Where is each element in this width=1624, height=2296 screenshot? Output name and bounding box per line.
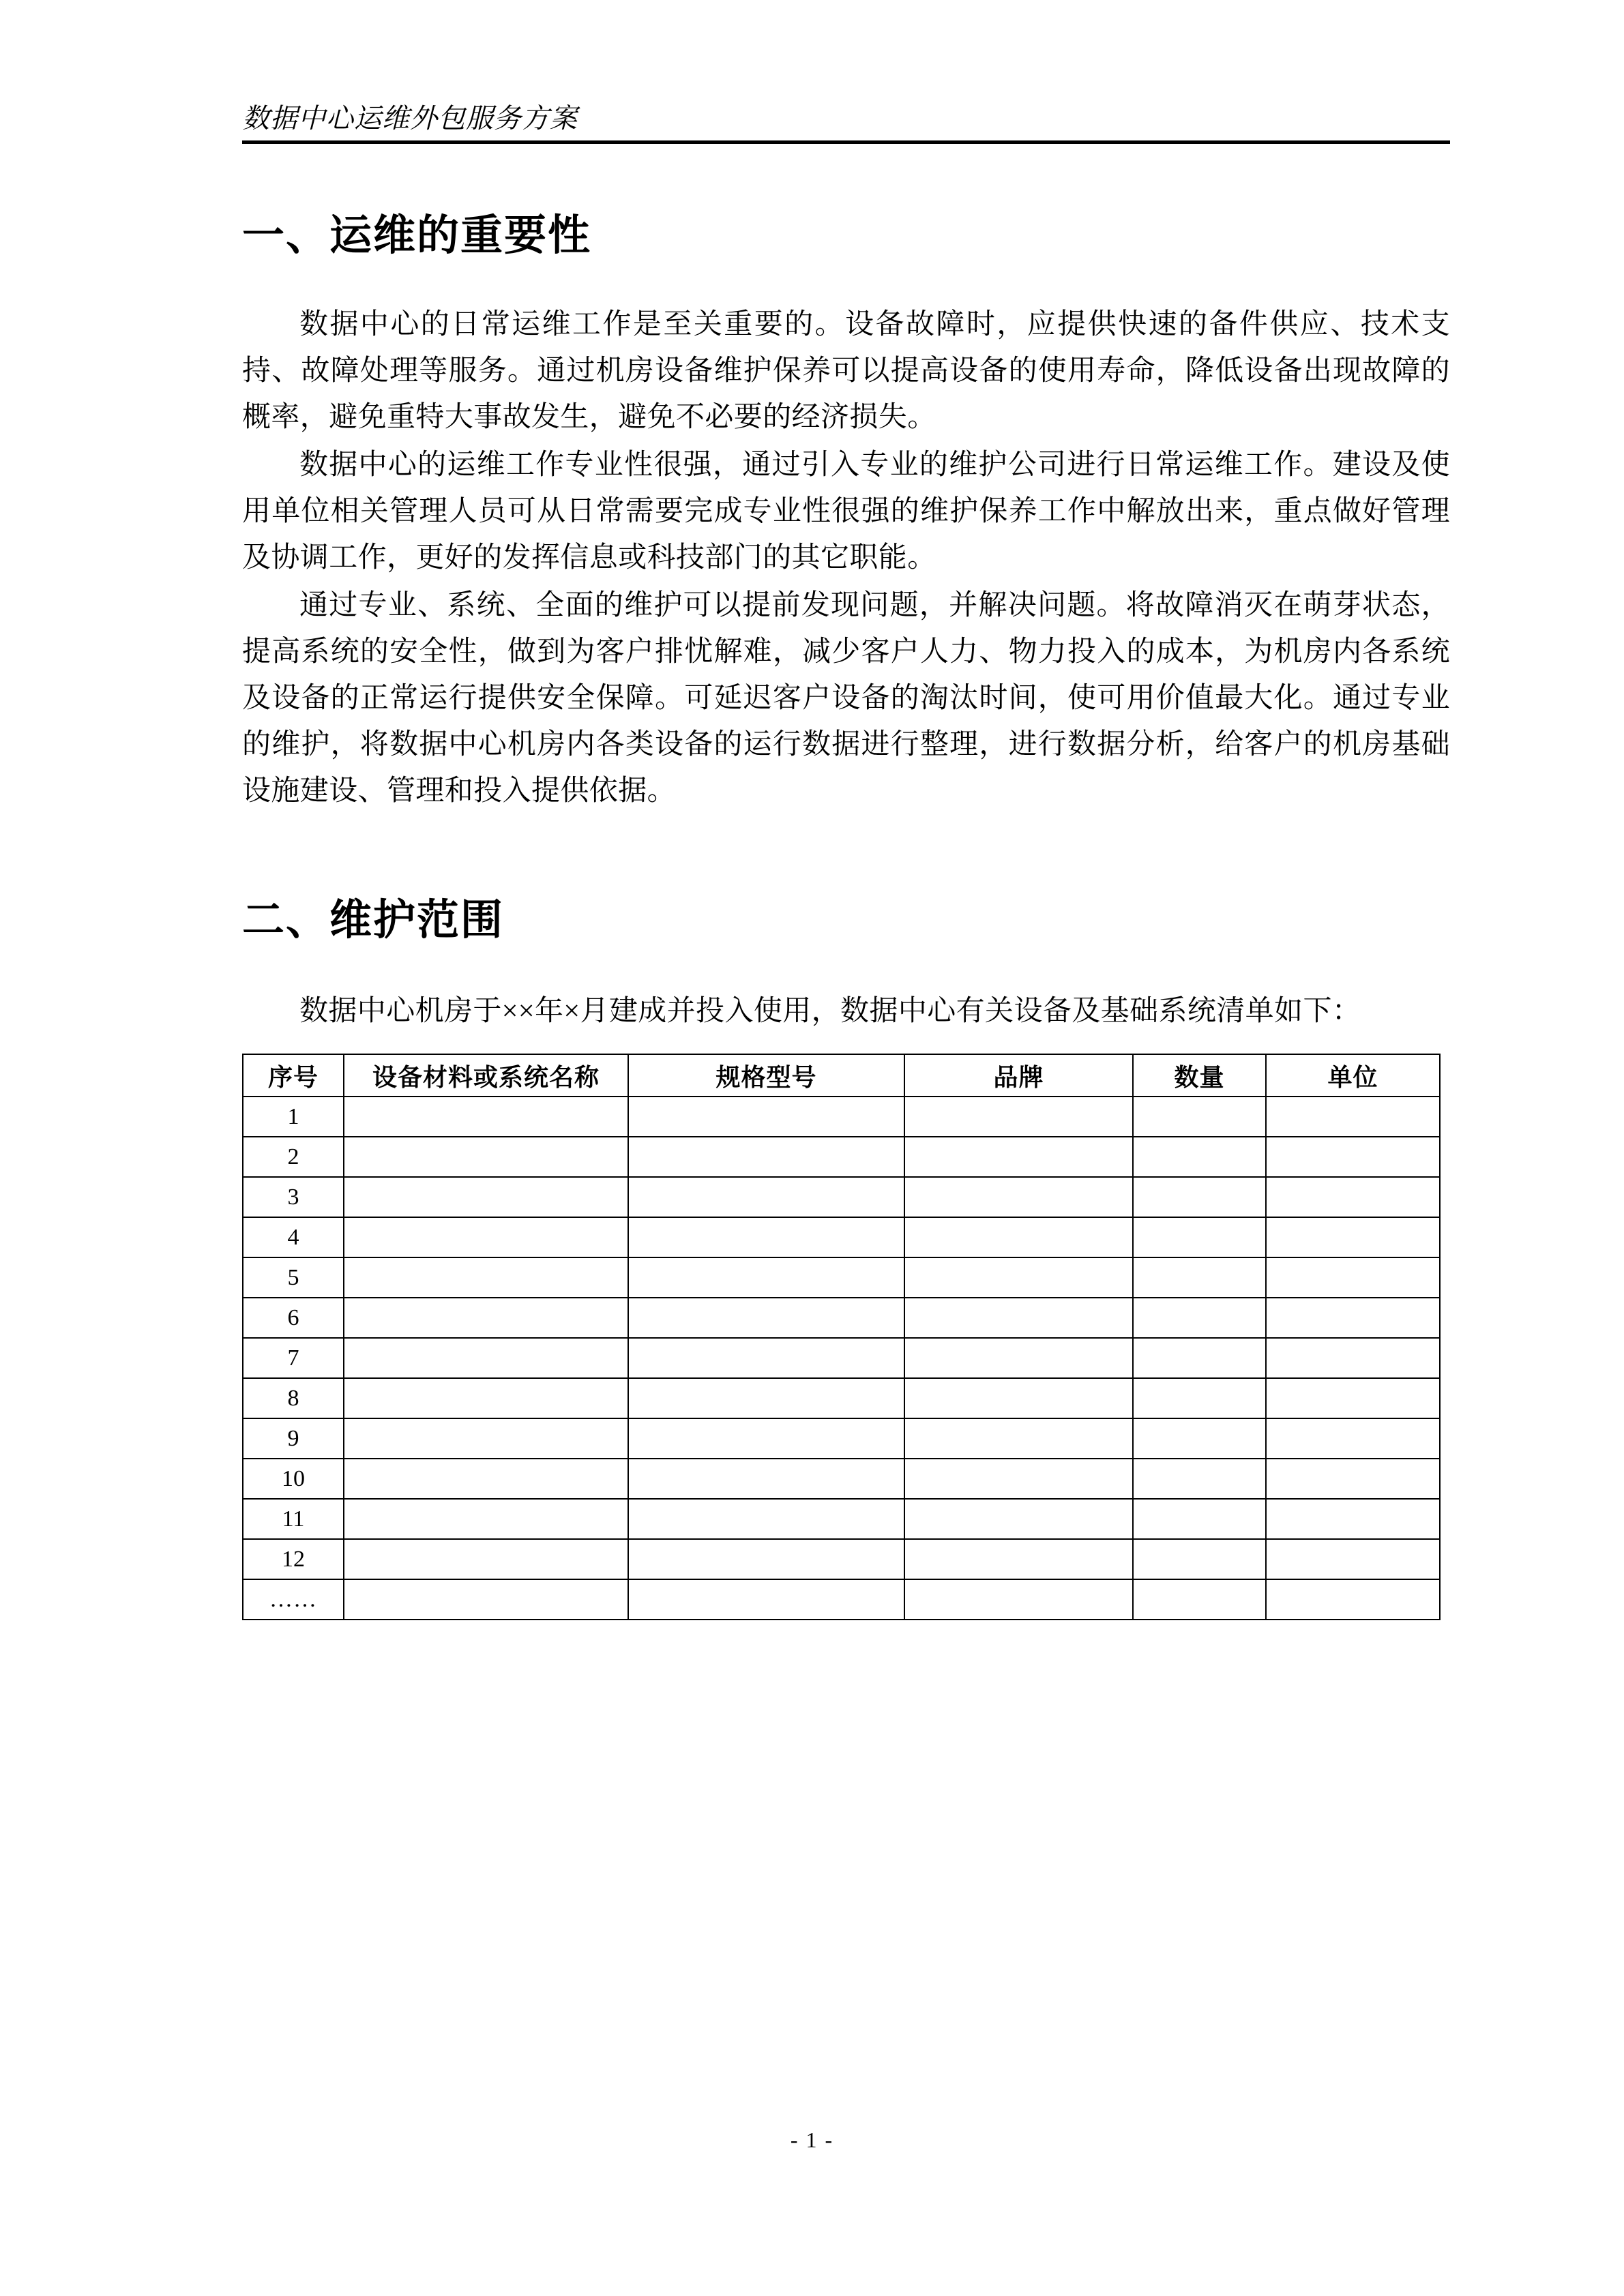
table-cell-name[interactable] xyxy=(344,1257,628,1298)
table-cell-spec[interactable] xyxy=(628,1298,904,1338)
table-cell-seq[interactable]: 4 xyxy=(243,1217,344,1257)
table-cell-seq[interactable]: 10 xyxy=(243,1459,344,1499)
section-2-heading: 二、维护范围 xyxy=(242,894,505,944)
table-cell-qty[interactable] xyxy=(1133,1177,1266,1217)
section-2 xyxy=(242,893,1450,946)
table-cell-qty[interactable] xyxy=(1133,1539,1266,1579)
table-cell-name[interactable] xyxy=(344,1579,628,1620)
section-2-paragraph-1: 数据中心机房于××年×月建成并投入使用，数据中心有关设备及基础系统清单如下： xyxy=(299,996,1361,1028)
table-cell-unit[interactable] xyxy=(1266,1418,1440,1459)
table-row xyxy=(243,1418,1440,1459)
header-title: 数据中心运维外包服务方案 xyxy=(242,103,578,134)
table-row xyxy=(243,1217,1440,1257)
page-number: - 1 - xyxy=(790,2128,834,2152)
table-cell-qty[interactable] xyxy=(1133,1217,1266,1257)
column-header-brand: 品牌 xyxy=(904,1054,1133,1097)
table-cell-brand[interactable] xyxy=(904,1418,1133,1459)
table-cell-name[interactable] xyxy=(344,1177,628,1217)
table-cell-name[interactable] xyxy=(344,1499,628,1539)
table-cell-spec[interactable] xyxy=(628,1217,904,1257)
table-cell-seq[interactable]: 3 xyxy=(243,1177,344,1217)
table-cell-name[interactable] xyxy=(344,1418,628,1459)
table-cell-name[interactable] xyxy=(344,1097,628,1137)
table-cell-qty[interactable] xyxy=(1133,1097,1266,1137)
table-cell-unit[interactable] xyxy=(1266,1137,1440,1177)
table-cell-brand[interactable] xyxy=(904,1097,1133,1137)
column-header-seq: 序号 xyxy=(243,1054,344,1097)
table-cell-seq[interactable]: …… xyxy=(243,1579,344,1620)
table-cell-brand[interactable] xyxy=(904,1579,1133,1620)
table-cell-unit[interactable] xyxy=(1266,1298,1440,1338)
table-cell-seq[interactable]: 6 xyxy=(243,1298,344,1338)
table-cell-name[interactable] xyxy=(344,1217,628,1257)
equipment-list-table xyxy=(242,1054,1441,1620)
table-cell-brand[interactable] xyxy=(904,1217,1133,1257)
table-cell-seq[interactable]: 9 xyxy=(243,1418,344,1459)
column-header-spec: 规格型号 xyxy=(628,1054,904,1097)
table-cell-spec[interactable] xyxy=(628,1257,904,1298)
section-1 xyxy=(242,209,1450,262)
table-cell-spec[interactable] xyxy=(628,1378,904,1418)
table-cell-qty[interactable] xyxy=(1133,1418,1266,1459)
table-cell-unit[interactable] xyxy=(1266,1459,1440,1499)
table-cell-qty[interactable] xyxy=(1133,1459,1266,1499)
table-cell-qty[interactable] xyxy=(1133,1499,1266,1539)
column-header-name: 设备材料或系统名称 xyxy=(344,1054,628,1097)
table-row xyxy=(243,1097,1440,1137)
table-cell-unit[interactable] xyxy=(1266,1499,1440,1539)
table-cell-qty[interactable] xyxy=(1133,1579,1266,1620)
table-row xyxy=(243,1298,1440,1338)
table-cell-unit[interactable] xyxy=(1266,1338,1440,1378)
table-cell-name[interactable] xyxy=(344,1459,628,1499)
table-row xyxy=(243,1338,1440,1378)
table-cell-brand[interactable] xyxy=(904,1539,1133,1579)
table-cell-spec[interactable] xyxy=(628,1459,904,1499)
table-cell-spec[interactable] xyxy=(628,1177,904,1217)
table-body xyxy=(243,1097,1440,1620)
table-cell-name[interactable] xyxy=(344,1298,628,1338)
table-cell-unit[interactable] xyxy=(1266,1257,1440,1298)
table-cell-qty[interactable] xyxy=(1133,1338,1266,1378)
table-row xyxy=(243,1177,1440,1217)
table-row xyxy=(243,1137,1440,1177)
table-cell-seq[interactable]: 11 xyxy=(243,1499,344,1539)
table-cell-spec[interactable] xyxy=(628,1499,904,1539)
table-row xyxy=(243,1459,1440,1499)
table-cell-seq[interactable]: 2 xyxy=(243,1137,344,1177)
table-cell-qty[interactable] xyxy=(1133,1137,1266,1177)
table-cell-unit[interactable] xyxy=(1266,1217,1440,1257)
table-cell-spec[interactable] xyxy=(628,1539,904,1579)
table-cell-seq[interactable]: 8 xyxy=(243,1378,344,1418)
table-cell-name[interactable] xyxy=(344,1539,628,1579)
table-cell-spec[interactable] xyxy=(628,1338,904,1378)
column-header-unit: 单位 xyxy=(1266,1054,1440,1097)
table-cell-spec[interactable] xyxy=(628,1579,904,1620)
section-1-paragraph-2: 数据中心的运维工作专业性很强，通过引入专业的维护公司进行日常运维工作。建设及使用单位相关管理人员可从日常需要完成专业性很强的维护保养工作中解放出来，重点做好管理及协调工作，更好的发挥信息或科技部门的其它职能。 xyxy=(242,449,1450,573)
table-header-row xyxy=(243,1054,1440,1097)
table-cell-brand[interactable] xyxy=(904,1499,1133,1539)
table-cell-brand[interactable] xyxy=(904,1338,1133,1378)
table-cell-spec[interactable] xyxy=(628,1097,904,1137)
table-cell-seq[interactable]: 1 xyxy=(243,1097,344,1137)
section-1-heading: 一、运维的重要性 xyxy=(242,210,592,260)
table-cell-qty[interactable] xyxy=(1133,1378,1266,1418)
table-cell-qty[interactable] xyxy=(1133,1257,1266,1298)
table-cell-unit[interactable] xyxy=(1266,1097,1440,1137)
table-cell-unit[interactable] xyxy=(1266,1378,1440,1418)
table-cell-spec[interactable] xyxy=(628,1418,904,1459)
table-cell-brand[interactable] xyxy=(904,1177,1133,1217)
section-1-paragraph-3: 通过专业、系统、全面的维护可以提前发现问题，并解决问题。将故障消灭在萌芽状态，提高系统的安全性，做到为客户排忧解难，减少客户人力、物力投入的成本，为机房内各系统及设备的正常运行提供安全保障。可延迟客户设备的淘汰时间，使可用价值最大化。通过专业的维护，将数据中心机房内各类设备的运行数据进行整理，进行数据分析，给客户的机房基础设施建设、管理和投入提供依据。 xyxy=(242,589,1450,807)
section-1-paragraph-1: 数据中心的日常运维工作是至关重要的。设备故障时，应提供快速的备件供应、技术支持、故障处理等服务。通过机房设备维护保养可以提高设备的使用寿命，降低设备出现故障的概率，避免重特大事故发生，避免不必要的经济损失。 xyxy=(242,308,1450,433)
table-cell-seq[interactable]: 7 xyxy=(243,1338,344,1378)
table-cell-brand[interactable] xyxy=(904,1257,1133,1298)
table-row xyxy=(243,1257,1440,1298)
table-row xyxy=(243,1579,1440,1620)
table-cell-brand[interactable] xyxy=(904,1137,1133,1177)
header-divider xyxy=(242,140,1450,144)
table-cell-name[interactable] xyxy=(344,1378,628,1418)
table-cell-unit[interactable] xyxy=(1266,1539,1440,1579)
table-cell-name[interactable] xyxy=(344,1338,628,1378)
column-header-qty: 数量 xyxy=(1133,1054,1266,1097)
table-cell-brand[interactable] xyxy=(904,1298,1133,1338)
table-row xyxy=(243,1378,1440,1418)
table-cell-brand[interactable] xyxy=(904,1378,1133,1418)
table-cell-seq[interactable]: 5 xyxy=(243,1257,344,1298)
table-row xyxy=(243,1539,1440,1579)
table-cell-unit[interactable] xyxy=(1266,1177,1440,1217)
table-cell-qty[interactable] xyxy=(1133,1298,1266,1338)
table-cell-unit[interactable] xyxy=(1266,1579,1440,1620)
table-row xyxy=(243,1499,1440,1539)
table-cell-spec[interactable] xyxy=(628,1137,904,1177)
document-body xyxy=(242,183,1450,1620)
running-header xyxy=(242,102,1450,144)
table-cell-brand[interactable] xyxy=(904,1459,1133,1499)
table-cell-seq[interactable]: 12 xyxy=(243,1539,344,1579)
table-cell-name[interactable] xyxy=(344,1137,628,1177)
